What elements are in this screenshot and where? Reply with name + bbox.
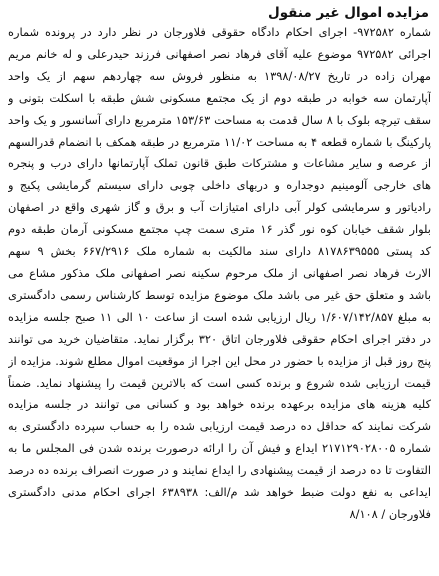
notice-line: به مبلغ ۱/۶۰۷/۱۴۲/۸۵۷ ریال ارزیابی شده است از ساعت ۱۰ الی ۱۱ صبح جلسه مزایده	[8, 309, 431, 324]
notice-line: های خارجی آلومینیم دوجداره و دربهای داخلی چوبی دارای سیستم گرمایشی پکیج و	[8, 178, 431, 193]
notice-line: شماره ۹۷۲۵۸۲- اجرای احکام دادگاه حقوقی فلاورجان در نظر دارد در پرونده شماره	[8, 25, 431, 39]
notice-line: قیمت ارزیابی شده شروع و برنده کسی است که بالاترین قیمت را پیشنهاد نماید. ضمناً	[8, 375, 431, 390]
notice-line: پنج روز قبل از مزایده با حضور در محل این اجرا از موقعیت اموال مطلع شوند. مزایده از	[8, 353, 431, 368]
notice-line: مهران زاده در تاریخ ۱۳۹۸/۰۸/۲۷ به منظور فروش سه چهاردهم سهم از یک واحد	[8, 68, 431, 83]
notice-line: اجرائی ۹۷۲۵۸۲ موضوع علیه آقای فرهاد نصر اصفهانی فرزند حیدرعلی و له خانم مریم	[8, 46, 431, 61]
notice-line: شرکت نمایند که حداقل ده درصد قیمت ارزیابی شده را به حساب سپرده دادگستری به	[8, 419, 431, 434]
notice-line: کلیه هزینه های مزایده برعهده برنده خواهد بود و کسانی می توانند در جلسه مزایده	[8, 397, 431, 412]
notice-line: در دفتر اجرای احکام حقوقی فلاورجان اتاق ۳۲۰ برگزار نماید. متقاضیان خرید می توانند	[8, 331, 431, 346]
notice-line: بلوار شقف خیابان کوه نور گذر ۱۶ متری سمت چپ مجتمع مسکونی آرمان طبقه دوم	[8, 222, 431, 237]
notice-line: کد پستی ۸۱۷۸۶۳۹۵۵۵ دارای سند مالکیت به شماره ملک ۶۶۷/۲۹۱۶ بخش ۹ سهم	[8, 244, 431, 259]
notice-body	[8, 22, 431, 526]
notice-line: شماره ۲۱۷۱۲۹۰۲۸۰۰۵ ایداع و فیش آن را ارائه درصورت برنده شدن فی المجلس ما به	[8, 441, 431, 456]
notice-line: باشد و متعلق حق غیر می باشد ملک موضوع مزایده توسط کارشناس رسمی دادگستری	[8, 287, 431, 302]
notice-line: ایداعی به نفع دولت ضبط خواهد شد م/الف: ۶۳۸۹۳۸ اجرای احکام مدنی دادگستری	[8, 485, 431, 500]
notice-line: الارث فرهاد نصر اصفهانی از ملک مرحوم سکینه نصر اصفهانی ملک مذکور مشاع می	[8, 265, 431, 280]
notice-line: التفاوت تا ده درصد از قیمت پیشنهادی را ایداع نمایند و در صورت انصراف برنده ده درصد	[8, 463, 431, 478]
notice-line: آپارتمان سه خوابه در طبقه دوم از یک مجتمع مسکونی شش طبقه با اسکلت بتونی و	[8, 90, 431, 105]
notice-line: رادیاتور و سرمایشی کولر آبی دارای امتیازات آب و برق و گاز شهری واقع در اصفهان	[8, 200, 431, 215]
notice-title: مزایده اموال غیر منقول	[267, 5, 429, 21]
notice-line: پارکینگ با شماره قطعه ۴ به مساحت ۱۱/۰۲ مترمربع در طبقه همکف با انضمام قدرالسهم	[8, 134, 431, 149]
notice-line: سقف تیرچه بلوک با ۸ سال قدمت به مساحت ۱۵۳/۶۳ مترمربع دارای آسانسور و یک واحد	[8, 112, 431, 127]
notice-line: از عرصه و سایر مشاعات و مشترکات طبق قانون تملک آپارتمانها دارای درب و پنجره	[8, 156, 431, 171]
notice-line: فلاورجان / ۸/۱۰۸	[349, 506, 431, 521]
